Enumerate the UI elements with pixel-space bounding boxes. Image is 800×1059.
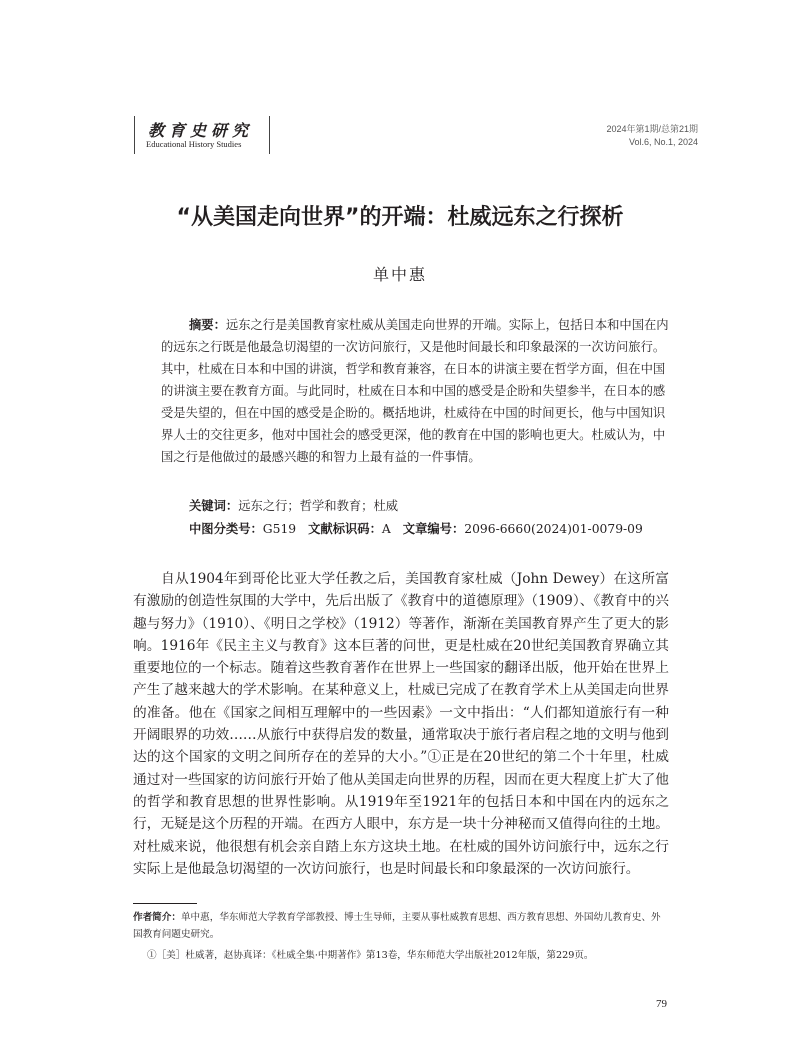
article-number-label: 文章编号： — [402, 522, 465, 536]
doc-code-label: 文献标识码： — [308, 522, 382, 536]
footnote-divider — [133, 903, 197, 904]
journal-logo — [134, 116, 270, 154]
author-note — [133, 909, 669, 943]
clc-value: G519 — [262, 522, 297, 536]
body-text — [133, 568, 669, 880]
page-number: 79 — [656, 998, 667, 1010]
keywords-text: 远东之行；哲学和教育；杜威 — [238, 499, 399, 513]
issue-info-cn: 2024年第1期/总第21期 — [606, 124, 698, 134]
article-title: “从美国走向世界”的开端：杜威远东之行探析 — [176, 205, 624, 230]
article-number-value: 2096-6660(2024)01-0079-09 — [464, 522, 643, 536]
journal-name-cn: 教育史研究 — [148, 121, 254, 140]
doc-code-value: A — [381, 522, 391, 536]
abstract-label: 摘要： — [189, 318, 226, 332]
author-note-text: 单中惠，华东师范大学教育学部教授、博士生导师，主要从事杜威教育思想、西方教育思想、外国幼儿教育史、外国教育问题史研究。 — [133, 912, 661, 940]
journal-name-en: Educational History Studies — [146, 139, 242, 149]
logo-left-bar — [134, 116, 135, 154]
classification-line — [189, 519, 643, 537]
author-note-label: 作者简介： — [133, 912, 181, 923]
article-author: 单中惠 — [372, 265, 427, 284]
clc-label: 中图分类号： — [189, 522, 263, 536]
abstract — [161, 314, 671, 468]
abstract-text: 远东之行是美国教育家杜威从美国走向世界的开端。实际上，包括日本和中国在内的远东之行既是他最急切渴望的一次访问旅行，又是他时间最长和印象最深的一次访问旅行。其中，杜威在日本和中国的讲演，哲学和教育兼容，在日本的讲演主要在哲学方面，但在中国的讲演主要在教育方面。与此同时，杜威在日本和中国的感受是企盼和失望参半，在日本的感受是失望的，但在中国的感受是企盼的。概括地讲，杜威待在中国的时间更长，他与中国知识界人士的交往更多，他对中国社会的感受更深，他的教育在中国的影响也更大。杜威认为，中国之行是他做过的最感兴趣的和智力上最有益的一件事情。 — [161, 318, 669, 464]
keywords-label: 关键词： — [189, 499, 239, 513]
footnote-1: ①［美］杜威著，赵协真译：《杜威全集·中期著作》第13卷，华东师范大学出版社2012年版，第229页。 — [147, 950, 594, 961]
issue-info-en: Vol.6, No.1, 2024 — [628, 137, 698, 147]
body-paragraph: 自从1904年到哥伦比亚大学任教之后，美国教育家杜威（John Dewey）在这所富有激励的创造性氛围的大学中，先后出版了《教育中的道德原理》（1909）、《教育中的兴趣与努力》（1910）、《明日之学校》（1912）等著作，渐渐在美国教育界产生了更大的影响。1916年《民主主义与教育》这本巨著的问世，更是杜威在20世纪美国教育界确立其重要地位的一个标志。随着这些教育著作在世界上一些国家的翻译出版，他开始在世界上产生了越来越大的学术影响。在某种意义上，杜威已完成了在教育学术上从美国走向世界的准备。他在《国家之间相互理解中的一些因素》一文中指出：“人们都知道旅行有一种开阔眼界的功效……从旅行中获得启发的数量，通常取决于旅行者启程之地的文明与他到达的这个国家的文明之间所存在的差异的大小。”①正是在20世纪的第二个十年里，杜威通过对一些国家的访问旅行开始了他从美国走向世界的历程，因而在更大程度上扩大了他的哲学和教育思想的世界性影响。从1919年至1921年的包括日本和中国在内的远东之行，无疑是这个历程的开端。在西方人眼中，东方是一块十分神秘而又值得向往的土地。对杜威来说，他很想有机会亲自踏上东方这块土地。在杜威的国外访问旅行中，远东之行实际上是他最急切渴望的一次访问旅行，也是时间最长和印象最深的一次访问旅行。 — [133, 571, 669, 877]
logo-right-bar — [269, 116, 270, 154]
keywords — [189, 496, 398, 514]
